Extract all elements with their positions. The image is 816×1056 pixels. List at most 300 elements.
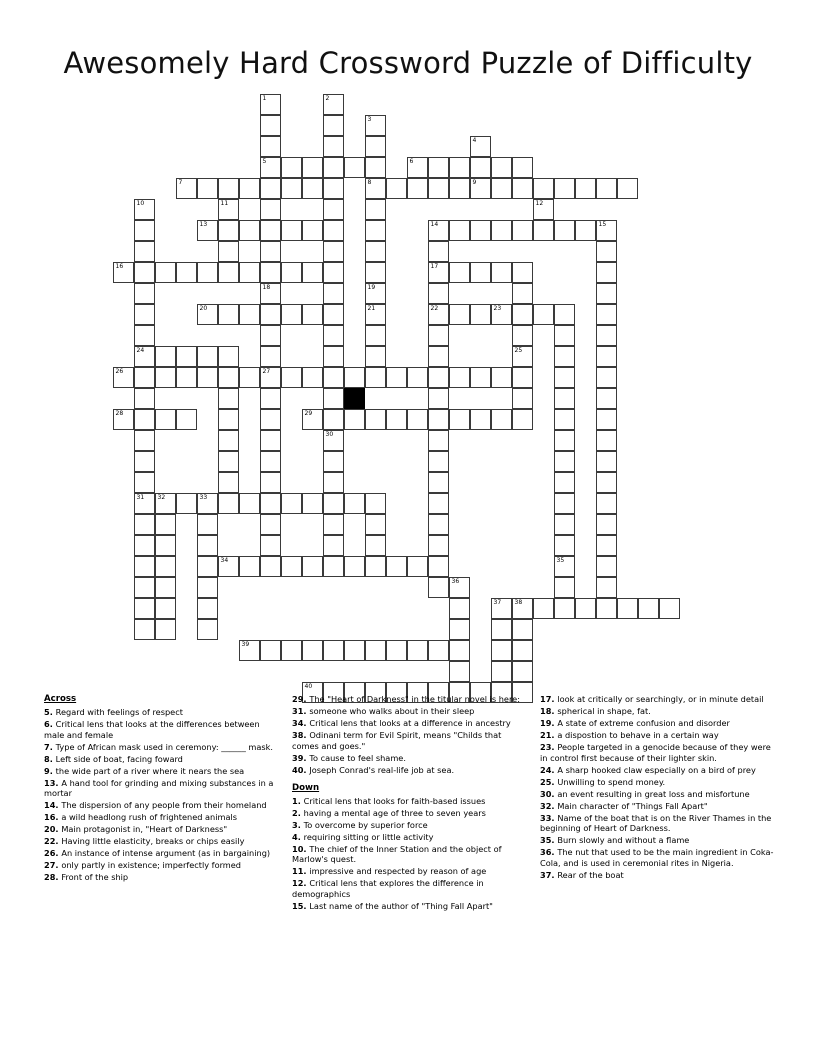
grid-cell[interactable] [596, 241, 617, 262]
grid-cell[interactable] [512, 178, 533, 199]
grid-cell[interactable] [260, 136, 281, 157]
grid-cell[interactable] [155, 577, 176, 598]
grid-cell[interactable] [302, 157, 323, 178]
grid-cell[interactable] [218, 493, 239, 514]
grid-cell[interactable] [176, 262, 197, 283]
grid-cell[interactable] [554, 367, 575, 388]
grid-cell[interactable] [281, 493, 302, 514]
grid-cell[interactable] [239, 367, 260, 388]
grid-cell[interactable] [365, 304, 386, 325]
grid-cell[interactable] [176, 367, 197, 388]
grid-cell[interactable] [260, 430, 281, 451]
grid-cell[interactable] [449, 640, 470, 661]
grid-cell[interactable] [260, 388, 281, 409]
grid-cell[interactable] [533, 304, 554, 325]
grid-cell[interactable] [197, 556, 218, 577]
grid-cell[interactable] [197, 304, 218, 325]
grid-cell[interactable] [197, 367, 218, 388]
grid-cell[interactable] [365, 367, 386, 388]
grid-cell[interactable] [512, 409, 533, 430]
grid-cell[interactable] [428, 241, 449, 262]
grid-cell[interactable] [323, 199, 344, 220]
grid-cell[interactable] [575, 598, 596, 619]
grid-cell[interactable] [218, 556, 239, 577]
grid-cell[interactable] [449, 661, 470, 682]
grid-cell[interactable] [239, 556, 260, 577]
grid-cell[interactable] [323, 220, 344, 241]
grid-cell[interactable] [596, 493, 617, 514]
grid-cell[interactable] [449, 577, 470, 598]
grid-cell[interactable] [260, 556, 281, 577]
grid-cell[interactable] [302, 556, 323, 577]
grid-cell[interactable] [134, 388, 155, 409]
grid-cell[interactable] [134, 451, 155, 472]
grid-cell[interactable] [617, 178, 638, 199]
grid-cell[interactable] [239, 640, 260, 661]
grid-cell[interactable] [491, 367, 512, 388]
grid-cell[interactable] [596, 514, 617, 535]
grid-cell[interactable] [428, 346, 449, 367]
grid-cell[interactable] [134, 325, 155, 346]
grid-cell[interactable] [323, 262, 344, 283]
grid-cell[interactable] [323, 178, 344, 199]
grid-cell[interactable] [554, 430, 575, 451]
grid-cell[interactable] [344, 157, 365, 178]
grid-cell[interactable] [428, 409, 449, 430]
grid-cell[interactable] [218, 304, 239, 325]
grid-cell[interactable] [260, 241, 281, 262]
grid-cell[interactable] [197, 535, 218, 556]
grid-cell[interactable] [134, 514, 155, 535]
grid-cell[interactable] [323, 388, 344, 409]
grid-cell[interactable] [428, 262, 449, 283]
grid-cell-number: 19 [367, 284, 376, 291]
grid-cell[interactable] [197, 598, 218, 619]
grid-cell[interactable] [176, 178, 197, 199]
grid-cell[interactable] [218, 241, 239, 262]
grid-cell[interactable] [575, 178, 596, 199]
grid-cell[interactable] [260, 640, 281, 661]
grid-cell[interactable] [281, 640, 302, 661]
grid-cell[interactable] [554, 220, 575, 241]
grid-cell[interactable] [491, 220, 512, 241]
grid-cell[interactable] [260, 220, 281, 241]
grid-cell[interactable] [323, 493, 344, 514]
grid-cell[interactable] [470, 220, 491, 241]
grid-cell[interactable] [260, 493, 281, 514]
grid-cell[interactable] [596, 346, 617, 367]
grid-cell[interactable] [134, 430, 155, 451]
grid-cell[interactable] [512, 346, 533, 367]
grid-cell[interactable] [554, 493, 575, 514]
grid-cell[interactable] [155, 346, 176, 367]
grid-cell[interactable] [365, 241, 386, 262]
grid-cell[interactable] [323, 94, 344, 115]
grid-cell[interactable] [449, 598, 470, 619]
grid-cell[interactable] [386, 178, 407, 199]
grid-cell[interactable] [554, 577, 575, 598]
grid-cell[interactable] [323, 157, 344, 178]
grid-cell[interactable] [449, 178, 470, 199]
grid-cell[interactable] [428, 304, 449, 325]
grid-cell[interactable] [470, 136, 491, 157]
grid-cell[interactable] [512, 619, 533, 640]
grid-cell[interactable] [323, 556, 344, 577]
grid-cell[interactable] [134, 304, 155, 325]
grid-cell[interactable] [260, 514, 281, 535]
grid-cell[interactable] [575, 220, 596, 241]
grid-cell[interactable] [596, 304, 617, 325]
grid-cell[interactable] [197, 346, 218, 367]
grid-cell[interactable] [449, 304, 470, 325]
grid-cell[interactable] [596, 451, 617, 472]
grid-cell[interactable] [491, 178, 512, 199]
grid-cell[interactable] [197, 577, 218, 598]
grid-cell[interactable] [365, 325, 386, 346]
grid-cell[interactable] [533, 178, 554, 199]
grid-cell[interactable] [344, 367, 365, 388]
grid-cell[interactable] [239, 493, 260, 514]
grid-cell[interactable] [155, 598, 176, 619]
grid-cell[interactable] [491, 304, 512, 325]
grid-cell[interactable] [428, 367, 449, 388]
grid-cell[interactable] [260, 199, 281, 220]
grid-cell[interactable] [239, 262, 260, 283]
grid-cell[interactable] [218, 199, 239, 220]
grid-cell[interactable] [386, 556, 407, 577]
grid-cell[interactable] [428, 493, 449, 514]
grid-cell[interactable] [155, 556, 176, 577]
grid-cell[interactable] [512, 283, 533, 304]
across-clue [292, 753, 526, 764]
grid-cell[interactable] [134, 220, 155, 241]
grid-cell[interactable] [134, 409, 155, 430]
grid-cell[interactable] [197, 220, 218, 241]
grid-cell[interactable] [470, 409, 491, 430]
grid-cell[interactable] [134, 619, 155, 640]
grid-cell[interactable] [596, 409, 617, 430]
grid-cell[interactable] [365, 514, 386, 535]
grid-cell[interactable] [449, 367, 470, 388]
grid-cell[interactable] [533, 199, 554, 220]
grid-cell[interactable] [533, 598, 554, 619]
grid-cell[interactable] [260, 346, 281, 367]
grid-cell[interactable] [533, 220, 554, 241]
grid-cell[interactable] [260, 535, 281, 556]
grid-cell[interactable] [365, 535, 386, 556]
grid-cell[interactable] [596, 577, 617, 598]
grid-cell[interactable] [218, 346, 239, 367]
grid-cell[interactable] [134, 346, 155, 367]
grid-cell[interactable] [554, 409, 575, 430]
grid-cell[interactable] [512, 640, 533, 661]
grid-cell[interactable] [344, 493, 365, 514]
down-clue-number: 37. [540, 869, 558, 880]
grid-cell[interactable] [554, 304, 575, 325]
grid-cell[interactable] [428, 514, 449, 535]
grid-cell[interactable] [134, 493, 155, 514]
grid-cell[interactable] [428, 220, 449, 241]
grid-cell[interactable] [302, 493, 323, 514]
grid-cell[interactable] [281, 178, 302, 199]
grid-cell[interactable] [512, 157, 533, 178]
grid-cell[interactable] [365, 178, 386, 199]
grid-cell[interactable] [134, 577, 155, 598]
grid-cell[interactable] [554, 451, 575, 472]
grid-cell[interactable] [260, 94, 281, 115]
grid-cell[interactable] [449, 619, 470, 640]
grid-cell[interactable] [449, 157, 470, 178]
grid-cell[interactable] [323, 535, 344, 556]
grid-cell[interactable] [113, 262, 134, 283]
grid-cell[interactable] [554, 535, 575, 556]
grid-cell[interactable] [260, 451, 281, 472]
grid-cell[interactable] [260, 472, 281, 493]
grid-cell[interactable] [491, 640, 512, 661]
grid-cell[interactable] [491, 619, 512, 640]
grid-cell[interactable] [365, 556, 386, 577]
grid-cell[interactable] [596, 430, 617, 451]
grid-cell[interactable] [596, 535, 617, 556]
grid-cell[interactable] [344, 640, 365, 661]
grid-cell[interactable] [596, 556, 617, 577]
grid-cell[interactable] [176, 346, 197, 367]
grid-cell[interactable] [323, 451, 344, 472]
grid-cell[interactable] [449, 262, 470, 283]
grid-cell[interactable] [596, 178, 617, 199]
grid-cell[interactable] [554, 472, 575, 493]
grid-cell[interactable] [428, 157, 449, 178]
grid-cell[interactable] [176, 409, 197, 430]
grid-cell[interactable] [365, 199, 386, 220]
grid-cell[interactable] [155, 493, 176, 514]
grid-cell[interactable] [428, 535, 449, 556]
grid-cell[interactable] [365, 283, 386, 304]
grid-cell[interactable] [323, 367, 344, 388]
grid-cell[interactable] [323, 304, 344, 325]
grid-cell[interactable] [302, 262, 323, 283]
grid-cell[interactable] [281, 262, 302, 283]
grid-cell[interactable] [323, 283, 344, 304]
grid-cell[interactable] [512, 661, 533, 682]
grid-cell[interactable] [596, 472, 617, 493]
grid-cell[interactable] [596, 598, 617, 619]
grid-cell[interactable] [491, 661, 512, 682]
grid-cell[interactable] [281, 367, 302, 388]
grid-cell[interactable] [596, 283, 617, 304]
grid-cell[interactable] [197, 178, 218, 199]
grid-cell[interactable] [302, 409, 323, 430]
grid-cell[interactable] [260, 325, 281, 346]
grid-cell[interactable] [218, 472, 239, 493]
grid-cell[interactable] [260, 283, 281, 304]
grid-cell[interactable] [197, 514, 218, 535]
grid-cell[interactable] [407, 409, 428, 430]
grid-cell[interactable] [470, 157, 491, 178]
grid-cell[interactable] [281, 556, 302, 577]
grid-cell[interactable] [134, 472, 155, 493]
grid-cell[interactable] [302, 304, 323, 325]
grid-cell[interactable] [323, 409, 344, 430]
grid-cell[interactable] [365, 346, 386, 367]
grid-cell[interactable] [554, 178, 575, 199]
grid-cell[interactable] [155, 514, 176, 535]
grid-cell[interactable] [134, 241, 155, 262]
grid-cell[interactable] [260, 367, 281, 388]
grid-cell[interactable] [260, 115, 281, 136]
grid-cell[interactable] [323, 640, 344, 661]
grid-cell[interactable] [407, 367, 428, 388]
grid-cell[interactable] [323, 325, 344, 346]
grid-cell[interactable] [155, 262, 176, 283]
grid-cell[interactable] [491, 157, 512, 178]
grid-cell[interactable] [428, 178, 449, 199]
grid-cell[interactable] [134, 535, 155, 556]
grid-cell[interactable] [155, 367, 176, 388]
grid-cell[interactable] [302, 640, 323, 661]
grid-cell[interactable] [113, 409, 134, 430]
grid-cell[interactable] [365, 136, 386, 157]
grid-cell[interactable] [428, 325, 449, 346]
grid-cell[interactable] [428, 472, 449, 493]
grid-cell[interactable] [323, 472, 344, 493]
grid-cell[interactable] [260, 304, 281, 325]
grid-cell[interactable] [512, 325, 533, 346]
grid-cell[interactable] [512, 220, 533, 241]
grid-cell[interactable] [365, 115, 386, 136]
grid-cell[interactable] [155, 409, 176, 430]
grid-cell[interactable] [638, 598, 659, 619]
grid-cell[interactable] [596, 262, 617, 283]
grid-cell[interactable] [554, 325, 575, 346]
grid-cell[interactable] [281, 157, 302, 178]
grid-cell[interactable] [134, 367, 155, 388]
grid-cell[interactable] [344, 556, 365, 577]
grid-cell[interactable] [218, 409, 239, 430]
grid-cell[interactable] [155, 619, 176, 640]
grid-cell[interactable] [428, 640, 449, 661]
grid-cell[interactable] [365, 640, 386, 661]
grid-cell[interactable] [134, 199, 155, 220]
grid-cell[interactable] [596, 367, 617, 388]
grid-cell[interactable] [407, 178, 428, 199]
grid-cell[interactable] [491, 262, 512, 283]
grid-cell[interactable] [596, 220, 617, 241]
grid-cell[interactable] [659, 598, 680, 619]
grid-cell[interactable] [197, 262, 218, 283]
grid-cell[interactable] [302, 178, 323, 199]
grid-cell[interactable] [218, 262, 239, 283]
grid-cell[interactable] [281, 220, 302, 241]
grid-cell[interactable] [596, 388, 617, 409]
grid-cell[interactable] [218, 367, 239, 388]
grid-cell[interactable] [386, 409, 407, 430]
grid-cell[interactable] [113, 367, 134, 388]
grid-cell[interactable] [323, 514, 344, 535]
grid-cell[interactable] [239, 220, 260, 241]
grid-cell[interactable] [554, 388, 575, 409]
grid-cell[interactable] [407, 640, 428, 661]
grid-cell[interactable] [323, 430, 344, 451]
grid-cell[interactable] [470, 262, 491, 283]
grid-cell[interactable] [134, 556, 155, 577]
grid-cell[interactable] [365, 493, 386, 514]
grid-cell[interactable] [197, 493, 218, 514]
grid-cell[interactable] [302, 220, 323, 241]
grid-cell[interactable] [449, 220, 470, 241]
grid-cell[interactable] [323, 346, 344, 367]
grid-cell[interactable] [302, 367, 323, 388]
grid-cell[interactable] [218, 451, 239, 472]
grid-cell[interactable] [554, 556, 575, 577]
grid-cell[interactable] [260, 409, 281, 430]
grid-cell[interactable] [470, 367, 491, 388]
grid-cell[interactable] [218, 430, 239, 451]
grid-cell[interactable] [323, 241, 344, 262]
grid-cell[interactable] [365, 262, 386, 283]
grid-cell[interactable] [218, 220, 239, 241]
grid-cell[interactable] [491, 409, 512, 430]
grid-cell[interactable] [554, 346, 575, 367]
grid-cell[interactable] [239, 304, 260, 325]
grid-cell[interactable] [239, 178, 260, 199]
grid-cell[interactable] [365, 409, 386, 430]
grid-cell[interactable] [491, 598, 512, 619]
grid-cell[interactable] [617, 598, 638, 619]
grid-cell[interactable] [470, 178, 491, 199]
grid-cell[interactable] [428, 430, 449, 451]
grid-cell[interactable] [176, 493, 197, 514]
grid-cell[interactable] [323, 115, 344, 136]
grid-cell[interactable] [428, 283, 449, 304]
grid-cell[interactable] [554, 598, 575, 619]
grid-cell[interactable] [365, 220, 386, 241]
grid-cell[interactable] [155, 535, 176, 556]
grid-cell[interactable] [428, 388, 449, 409]
grid-cell[interactable] [512, 304, 533, 325]
grid-cell[interactable] [512, 388, 533, 409]
grid-cell[interactable] [218, 178, 239, 199]
grid-cell[interactable] [365, 157, 386, 178]
grid-cell-number: 1 [262, 95, 267, 102]
grid-cell[interactable] [407, 157, 428, 178]
grid-cell[interactable] [260, 262, 281, 283]
grid-cell[interactable] [554, 514, 575, 535]
grid-cell[interactable] [344, 409, 365, 430]
grid-cell[interactable] [197, 619, 218, 640]
grid-cell[interactable] [281, 304, 302, 325]
grid-cell[interactable] [134, 598, 155, 619]
grid-cell[interactable] [134, 262, 155, 283]
grid-cell[interactable] [323, 136, 344, 157]
grid-cell[interactable] [386, 367, 407, 388]
grid-cell[interactable] [218, 388, 239, 409]
grid-cell[interactable] [512, 262, 533, 283]
grid-cell[interactable] [428, 577, 449, 598]
grid-cell[interactable] [407, 556, 428, 577]
grid-cell[interactable] [134, 283, 155, 304]
grid-cell[interactable] [260, 178, 281, 199]
grid-cell[interactable] [428, 556, 449, 577]
grid-cell[interactable] [260, 157, 281, 178]
grid-cell[interactable] [449, 409, 470, 430]
grid-cell[interactable] [470, 304, 491, 325]
grid-cell[interactable] [512, 598, 533, 619]
grid-cell[interactable] [512, 367, 533, 388]
grid-cell[interactable] [596, 325, 617, 346]
grid-cell[interactable] [386, 640, 407, 661]
grid-cell[interactable] [428, 451, 449, 472]
